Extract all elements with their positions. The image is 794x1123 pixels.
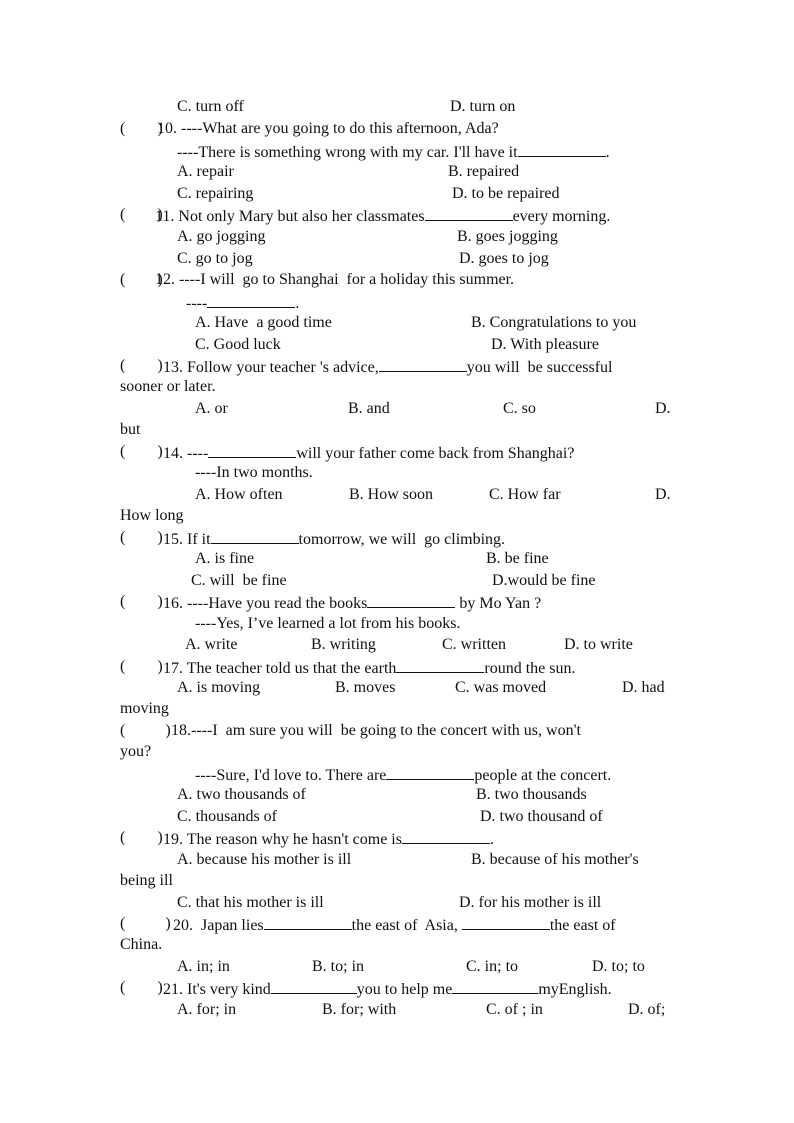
option-b: B. to; in [312, 958, 365, 975]
option-d: D.would be fine [492, 572, 596, 589]
option-b: B. How soon [349, 486, 434, 503]
option-c: C. written [442, 636, 506, 653]
answer-paren[interactable]: ( ) [120, 979, 163, 996]
question-stem: 15. If it tomorrow, we will go climbing. [163, 528, 505, 548]
answer-paren[interactable]: ( ) [120, 443, 163, 460]
option-b: B. Congratulations to you [471, 314, 637, 331]
option-c: C. of ; in [486, 1001, 543, 1018]
option-a: A. Have a good time [195, 314, 332, 331]
answer-blank[interactable] [211, 528, 299, 544]
question-stem: 16. ----Have you read the books by Mo Yan ? [163, 592, 541, 612]
answer-blank[interactable] [208, 442, 296, 458]
option-a: A. repair [177, 163, 234, 180]
option-b: B. two thousands [476, 786, 587, 803]
option-c: C. thousands of [177, 808, 277, 825]
answer-blank[interactable] [271, 978, 357, 994]
option-a: A. in; in [177, 958, 230, 975]
option-d: D. goes to jog [459, 250, 549, 267]
option-d: D. With pleasure [491, 336, 599, 353]
option-c: C. will be fine [191, 572, 287, 589]
option-c: C. was moved [455, 679, 547, 696]
option-d: D. turn on [450, 98, 516, 115]
option-a: A. or [195, 400, 228, 417]
question-stem-continued: you? [120, 743, 152, 760]
option-b: B. for; with [322, 1001, 397, 1018]
option-d: D. to; to [592, 958, 645, 975]
answer-blank[interactable] [518, 141, 606, 157]
option-a: A. go jogging [177, 228, 266, 245]
dialogue-line: ----In two months. [195, 464, 313, 481]
question-stem: 12. ----I will go to Shanghai for a holiday this summer. [155, 271, 515, 288]
answer-paren[interactable]: ( ) [120, 915, 171, 932]
dialogue-line: ----Sure, I'd love to. There are people at the concert. [195, 764, 611, 784]
option-d: D. had [622, 679, 665, 696]
answer-blank[interactable] [402, 828, 490, 844]
option-b: B. moves [335, 679, 396, 696]
option-d-continued: moving [120, 700, 169, 717]
answer-blank[interactable] [386, 764, 474, 780]
question-stem: 20. Japan lies the east of Asia, the east of [173, 914, 616, 934]
answer-blank[interactable] [452, 978, 538, 994]
option-d-continued: but [120, 421, 141, 438]
answer-blank[interactable] [379, 356, 467, 372]
question-stem: 14. ---- will your father come back from Shanghai? [163, 442, 574, 462]
option-a: A. because his mother is ill [177, 851, 352, 868]
answer-blank[interactable] [207, 292, 295, 308]
option-d: D. to be repaired [452, 185, 560, 202]
answer-paren[interactable]: ( ) [120, 206, 163, 223]
option-c: C. repairing [177, 185, 254, 202]
dialogue-line: ----There is something wrong with my car. I'll have it . [177, 141, 610, 161]
answer-paren[interactable]: ( ) [120, 357, 163, 374]
question-stem: 11. Not only Mary but also her classmates every morning. [155, 205, 610, 225]
option-a: A. two thousands of [177, 786, 306, 803]
answer-blank[interactable] [462, 914, 550, 930]
option-b: B. repaired [448, 163, 520, 180]
option-d: D. for his mother is ill [459, 894, 602, 911]
option-c: C. go to jog [177, 250, 253, 267]
answer-paren[interactable]: ( ) [120, 593, 163, 610]
question-stem: 13. Follow your teacher 's advice, you will be successful [163, 356, 612, 376]
question-stem: 21. It's very kind you to help me myEnglish. [163, 978, 612, 998]
option-c: C. turn off [177, 98, 244, 115]
option-b: B. writing [311, 636, 376, 653]
option-b-continued: being ill [120, 872, 173, 889]
option-c: C. in; to [466, 958, 519, 975]
option-d: D. [655, 486, 671, 503]
question-stem-continued: China. [120, 936, 163, 953]
option-a: A. write [185, 636, 238, 653]
answer-blank[interactable] [367, 592, 455, 608]
option-c: C. Good luck [195, 336, 281, 353]
option-a: A. is fine [195, 550, 255, 567]
answer-blank[interactable] [264, 914, 352, 930]
question-stem: 18.----I am sure you will be going to the concert with us, won't [171, 722, 581, 739]
option-c: C. so [503, 400, 536, 417]
option-b: B. and [348, 400, 390, 417]
option-c: C. How far [489, 486, 561, 503]
question-stem: 10. ----What are you going to do this afternoon, Ada? [157, 120, 499, 137]
option-d: D. of; [628, 1001, 666, 1018]
answer-paren[interactable]: ( ) [120, 529, 163, 546]
answer-paren[interactable]: ( ) [120, 120, 163, 137]
answer-paren[interactable]: ( ) [120, 829, 163, 846]
option-a: A. is moving [177, 679, 261, 696]
option-b: B. goes jogging [457, 228, 558, 245]
option-a: A. for; in [177, 1001, 237, 1018]
question-stem: 19. The reason why he hasn't come is . [163, 828, 494, 848]
dialogue-line: ---- . [186, 292, 299, 312]
option-d-continued: How long [120, 507, 184, 524]
question-stem: 17. The teacher told us that the earth round the sun. [163, 657, 576, 677]
answer-blank[interactable] [396, 657, 484, 673]
option-b: B. be fine [486, 550, 549, 567]
option-c: C. that his mother is ill [177, 894, 324, 911]
answer-paren[interactable]: ( ) [120, 658, 163, 675]
option-b: B. because of his mother's [471, 851, 639, 868]
question-stem-continued: sooner or later. [120, 378, 216, 395]
dialogue-line: ----Yes, I’ve learned a lot from his books. [195, 615, 461, 632]
option-a: A. How often [195, 486, 283, 503]
option-d: D. two thousand of [480, 808, 603, 825]
answer-blank[interactable] [425, 205, 513, 221]
answer-paren[interactable]: ( ) [120, 722, 171, 739]
option-d: D. [655, 400, 671, 417]
answer-paren[interactable]: ( ) [120, 271, 163, 288]
option-d: D. to write [564, 636, 633, 653]
